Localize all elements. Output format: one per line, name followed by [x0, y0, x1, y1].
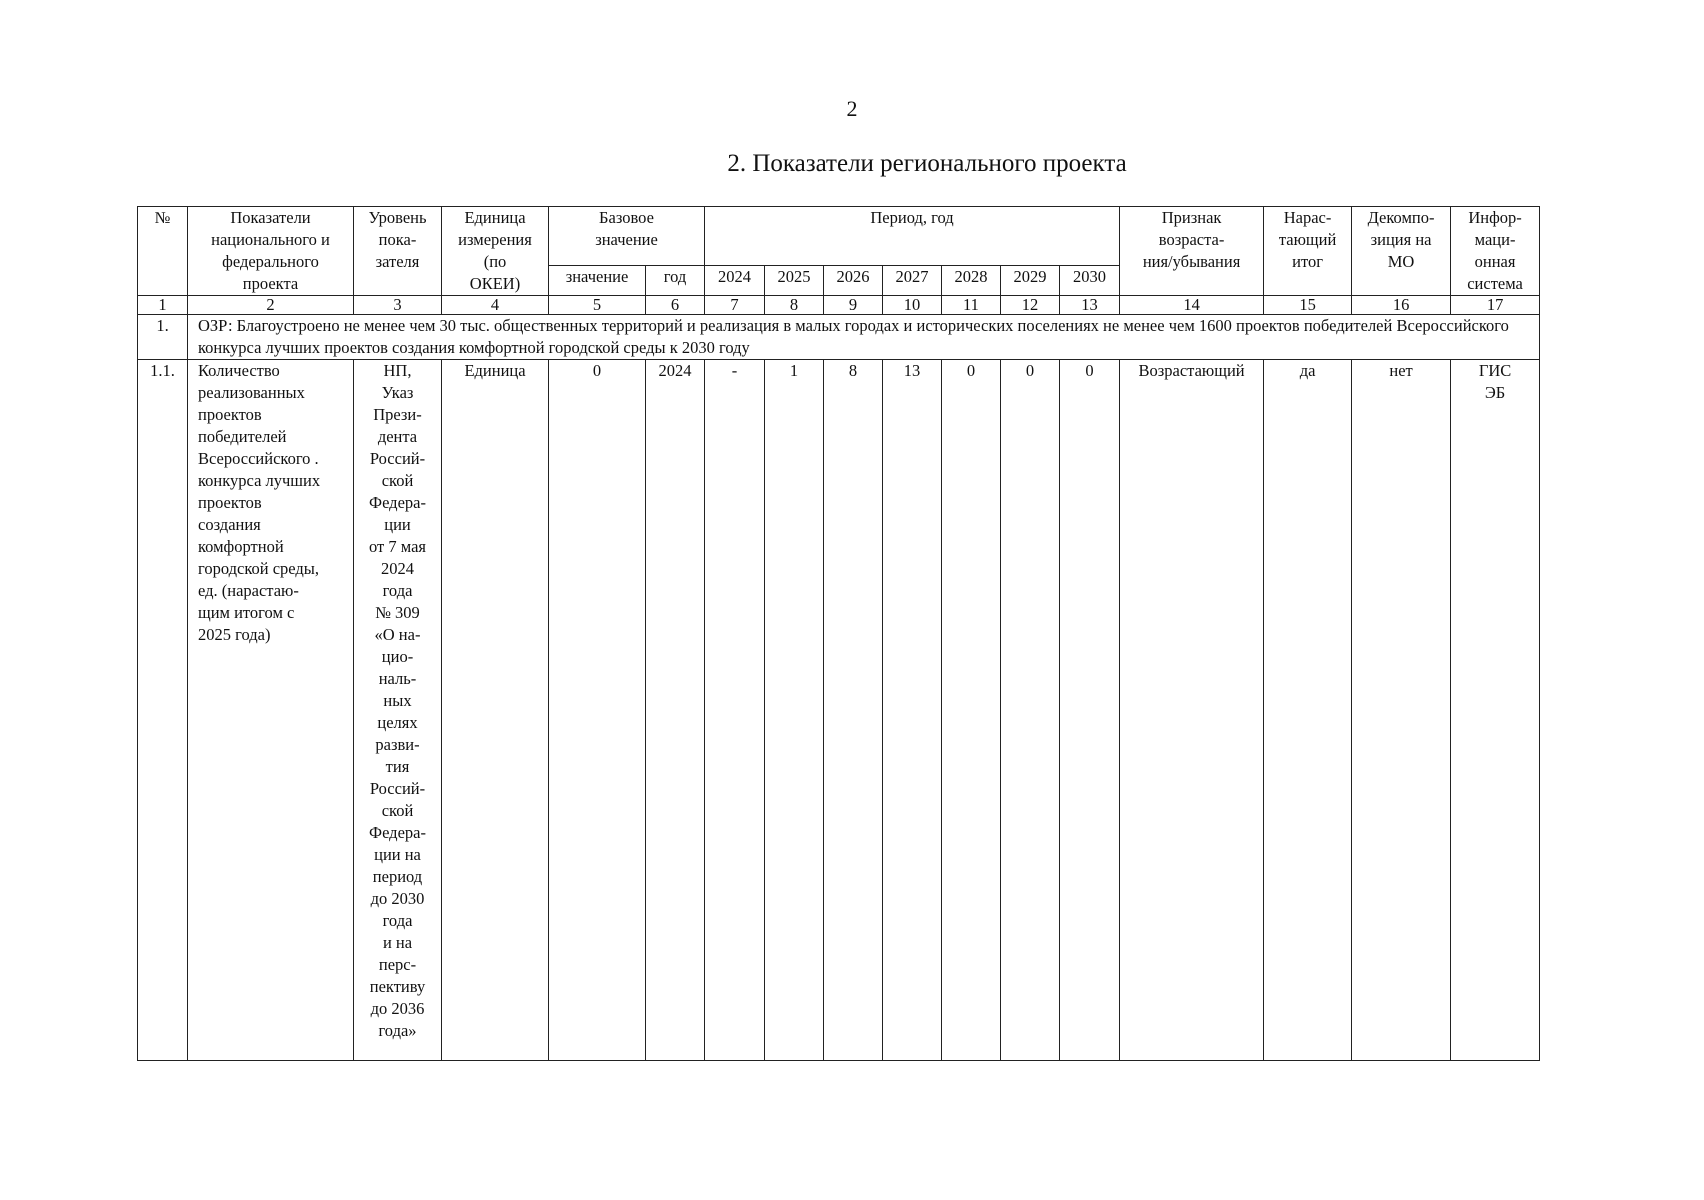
- decomposition-cell: нет: [1352, 360, 1451, 1061]
- column-number: 15: [1264, 296, 1352, 315]
- header-info-system: Инфор- маци- онная система: [1451, 207, 1540, 296]
- header-year: 2027: [883, 265, 942, 295]
- indicator-name: Количество реализованных проектов победителей Всероссийского . конкурса лучших проектов создания комфортной городской среды, ед. (нарастаю- щим итогом с 2025 года): [188, 360, 354, 1061]
- indicator-level: НП, Указ Прези- дента Россий- ской Федера- ции от 7 мая 2024 года № 309 «О на- цио- наль- ных целях разви- тия Россий- ской Федера- ции на период до 2030 года и на перс- пективу до 2036 года»: [354, 360, 442, 1061]
- year-value-cell: 13: [883, 360, 942, 1061]
- base-year-cell: 2024: [646, 360, 705, 1061]
- header-cumulative: Нарас- тающий итог: [1264, 207, 1352, 296]
- info-system-cell: ГИС ЭБ: [1451, 360, 1540, 1061]
- cumulative-cell: да: [1264, 360, 1352, 1061]
- year-value-cell: -: [705, 360, 765, 1061]
- year-value-cell: 8: [824, 360, 883, 1061]
- column-number: 12: [1001, 296, 1060, 315]
- column-number: 9: [824, 296, 883, 315]
- column-number: 1: [138, 296, 188, 315]
- page-number: 2: [846, 96, 858, 121]
- column-number: 5: [549, 296, 646, 315]
- column-numbers-row: [138, 296, 1540, 315]
- goal-row: [138, 315, 1540, 360]
- header-no: №: [138, 207, 188, 296]
- row-number: 1.1.: [138, 360, 188, 1061]
- unit-cell: Единица: [442, 360, 549, 1061]
- column-number: 16: [1352, 296, 1451, 315]
- header-level: Уровень пока- зателя: [354, 207, 442, 296]
- document-title: 2. Показатели регионального проекта: [727, 150, 1127, 177]
- column-number: 3: [354, 296, 442, 315]
- column-number: 17: [1451, 296, 1540, 315]
- header-row: [138, 207, 1540, 266]
- header-year: 2024: [705, 265, 765, 295]
- year-value-cell: 0: [942, 360, 1001, 1061]
- header-indicator: Показатели национального и федерального проекта: [188, 207, 354, 296]
- column-number: 10: [883, 296, 942, 315]
- column-number: 14: [1120, 296, 1264, 315]
- header-year: 2028: [942, 265, 1001, 295]
- header-base-value-value: значение: [549, 265, 646, 295]
- header-unit: Единица измерения (по ОКЕИ): [442, 207, 549, 296]
- header-trend: Признак возраста- ния/убывания: [1120, 207, 1264, 296]
- column-number: 7: [705, 296, 765, 315]
- year-value-cell: 0: [1001, 360, 1060, 1061]
- header-year: 2026: [824, 265, 883, 295]
- header-year: 2030: [1060, 265, 1120, 295]
- trend-cell: Возрастающий: [1120, 360, 1264, 1061]
- column-number: 4: [442, 296, 549, 315]
- header-year: 2025: [765, 265, 824, 295]
- column-number: 8: [765, 296, 824, 315]
- goal-number: 1.: [138, 315, 188, 360]
- header-base-value: Базовое значение: [549, 207, 705, 266]
- column-number: 11: [942, 296, 1001, 315]
- table-row: [138, 360, 1540, 1061]
- header-period: Период, год: [705, 207, 1120, 266]
- year-value-cell: 1: [765, 360, 824, 1061]
- goal-text: ОЗР: Благоустроено не менее чем 30 тыс. общественных территорий и реализация в малых городах и исторических поселениях не менее чем 1600 проектов победителей Всероссийского конкурса лучших проектов создания комфортной городской среды к 2030 году: [188, 315, 1540, 360]
- indicators-table: [137, 206, 1540, 1061]
- base-value-cell: 0: [549, 360, 646, 1061]
- column-number: 13: [1060, 296, 1120, 315]
- column-number: 6: [646, 296, 705, 315]
- header-decomposition: Декомпо- зиция на МО: [1352, 207, 1451, 296]
- year-value-cell: 0: [1060, 360, 1120, 1061]
- header-year: 2029: [1001, 265, 1060, 295]
- header-base-value-year: год: [646, 265, 705, 295]
- column-number: 2: [188, 296, 354, 315]
